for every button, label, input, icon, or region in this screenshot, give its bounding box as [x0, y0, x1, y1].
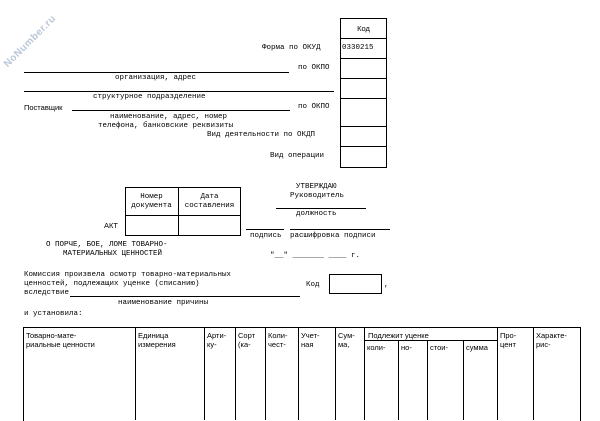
approve-head: Руководитель: [290, 192, 345, 200]
code-header: Код: [357, 24, 370, 33]
signature-caption: подпись: [250, 232, 282, 240]
org-caption: организация, адрес: [115, 74, 197, 82]
decoding-caption: расшифровка подписи: [290, 232, 376, 240]
sub-col-cost: стои-: [430, 343, 448, 352]
col-article: Арти- ку-: [207, 331, 227, 349]
sub-col-sum: сумма: [466, 343, 488, 352]
supplier-caption-1: наименование, адрес, номер: [110, 113, 228, 121]
commission-line-1: Комиссия произвела осмотр товарно-материальных: [24, 271, 232, 279]
subdivision-caption: структурное подразделение: [93, 93, 206, 101]
operation-label: Вид операции: [270, 152, 325, 160]
okdp-label: Вид деятельности по ОКДП: [207, 131, 316, 139]
title-line-1: О ПОРЧЕ, БОЕ, ЛОМЕ ТОВАРНО-: [46, 241, 168, 249]
okpo-label-org: по ОКПО: [298, 64, 330, 72]
col-accounting: Учет- ная: [301, 331, 320, 349]
approve-header: УТВЕРЖДАЮ: [296, 183, 337, 191]
supplier-label: Поставщик: [24, 103, 63, 112]
okud-label: Форма по ОКУД: [262, 44, 321, 52]
okpo-label-supplier: по ОКПО: [298, 103, 330, 111]
approve-date: "__" _______ ____ г.: [270, 252, 361, 260]
okud-value: 0330215: [342, 44, 374, 52]
watermark: NoNumber.ru: [2, 13, 59, 70]
supplier-caption-2: телефона, банковские реквизиты: [98, 122, 234, 130]
commission-comma: ,: [384, 281, 389, 289]
sub-col-nom: но-: [401, 343, 412, 352]
col-quantity: Коли- чест-: [268, 331, 288, 349]
commission-line-3: вследствие: [24, 289, 70, 297]
col-markdown: Подлежит уценке: [368, 331, 429, 340]
col-characteristic: Характе- рис-: [536, 331, 567, 349]
doc-date-header: Дата составления: [184, 193, 235, 210]
established-text: и установила:: [24, 310, 83, 318]
act-label: АКТ: [104, 221, 118, 230]
sub-col-quantity: коли-: [367, 343, 386, 352]
doc-number-header: Номер документа: [131, 193, 172, 210]
position-caption: должность: [296, 210, 337, 218]
col-goods: Товарно-мате- риальные ценности: [26, 331, 95, 349]
title-line-2: МАТЕРИАЛЬНЫХ ЦЕННОСТЕЙ: [63, 250, 163, 258]
reason-caption: наименование причины: [118, 299, 209, 307]
col-percent: Про- цент: [500, 331, 517, 349]
col-sum: Сум- ма,: [338, 331, 355, 349]
commission-line-2: ценностей, подлежащих уценке (списанию): [24, 280, 200, 288]
commission-code-label: Код: [306, 281, 320, 289]
col-grade: Сорт (ка-: [238, 331, 256, 349]
col-unit: Единица измерения: [138, 331, 176, 349]
commission-code-box: [329, 274, 382, 294]
